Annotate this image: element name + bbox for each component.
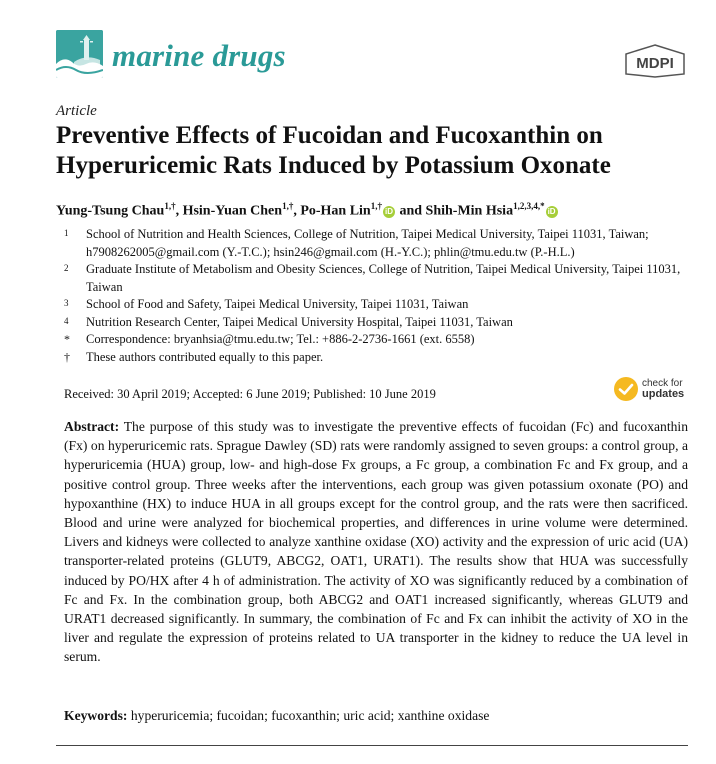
check-for-updates-line1: check for — [642, 378, 683, 389]
orcid-icon[interactable]: iD — [547, 206, 556, 216]
affiliation-item — [64, 226, 684, 261]
author-affiliation-marks: 1,2,3,4,* — [513, 201, 545, 211]
author-separator: and — [395, 203, 426, 219]
affiliation-text: Correspondence: bryanhsia@tmu.edu.tw; Tel.: +886-2-2736-1661 (ext. 6558) — [86, 332, 475, 346]
article-title: Preventive Effects of Fucoidan and Fucoxanthin on Hyperuricemic Rats Induced by Potassium Oxonate — [56, 122, 611, 179]
author-name: Shih-Min Hsia — [425, 203, 514, 219]
affiliation-item — [64, 331, 684, 349]
affiliation-text: Nutrition Research Center, Taipei Medical University Hospital, Taipei 11031, Taiwan — [86, 314, 513, 329]
keywords-text: hyperuricemia; fucoidan; fucoxanthin; uric acid; xanthine oxidase — [130, 708, 490, 723]
mdpi-logo-text: MDPI — [636, 55, 674, 72]
affiliation-item — [64, 314, 684, 332]
affiliation-item — [64, 261, 684, 296]
affiliation-item — [64, 296, 684, 314]
affiliation-text: School of Nutrition and Health Sciences, College of Nutrition, Taipei Medical University, Taipei 11031, Taiwan; h7908262005@gmail.com (Y.-T.C.); hsin246@gmail.com (H.-Y.C.); phlin@tmu.edu.tw (P.-H.L.) — [86, 227, 649, 259]
journal-name: marine drugs — [112, 38, 286, 73]
check-for-updates-line2: updates — [642, 388, 685, 400]
author-name: Yung-Tsung Chau — [56, 203, 165, 219]
affiliation-marker: 3 — [64, 298, 69, 308]
author-name: Po-Han Lin — [300, 203, 371, 219]
affiliation-marker: 2 — [64, 263, 69, 273]
author-name: Hsin-Yuan Chen — [182, 203, 283, 219]
affiliation-text: School of Food and Safety, Taipei Medical University, Taipei 11031, Taiwan — [86, 297, 469, 311]
keywords — [64, 708, 489, 724]
author-affiliation-marks: 1,† — [282, 201, 294, 211]
affiliation-item — [64, 349, 684, 367]
abstract-text: The purpose of this study was to investigate the preventive effects of fucoidan (Fc) and fucoxanthin (Fx) on hyperuricemic rats. Sprague Dawley (SD) rats were randomly assigned to seven groups: a control group, a hyperuricemia (HUA) group, low- and high-dose Fx groups, a Fc group, a combination Fc and Fx group, and a positive control group. Three weeks after the interventions, each group was given potassium oxonate (PO) and hypoxanthine (HX) to induce HUA in all groups except for the control group, and the rats were then sacrificed. Blood and urine were analyzed for biochemical properties, and differences in urine volume were determined. Livers and kidneys were collected to analyze xanthine oxidase (XO) activity and the expression of uric acid (UA) transporter-related proteins (GLUT9, ABCG2, OAT1, URAT1). The results show that HUA was successfully induced by PO/HX after 4 h of administration. The activity of XO was significantly reduced by a combination of Fc and Fx. In the combination group, both ABCG2 and OAT1 increased significantly, whereas GLUT9 and URAT1 decreased significantly. In summary, the combination of Fc and Fx can inhibit the activity of XO in the liver and regulate the expression of proteins related to UA transporter in the kidney to reduce the UA level in serum. — [64, 419, 688, 665]
author-affiliation-marks: 1,† — [370, 201, 382, 211]
check-for-updates-icon — [614, 377, 638, 401]
affiliation-text: These authors contributed equally to this paper. — [86, 349, 324, 364]
affiliation-marker: 4 — [64, 315, 69, 326]
author-list — [56, 201, 559, 220]
journal-logo-icon — [56, 30, 103, 78]
keywords-label: Keywords: — [64, 708, 128, 723]
article-type: Article — [56, 103, 97, 119]
affiliation-marker: 1 — [64, 228, 69, 238]
affiliation-marker: † — [64, 349, 70, 364]
author-separator: , — [175, 203, 183, 219]
abstract-label: Abstract: — [64, 419, 120, 434]
author-separator: , — [293, 203, 301, 219]
affiliations — [64, 226, 684, 366]
publication-dates: Received: 30 April 2019; Accepted: 6 June 2019; Published: 10 June 2019 — [64, 387, 436, 401]
orcid-icon[interactable]: iD — [384, 206, 393, 216]
check-for-updates-badge[interactable] — [614, 376, 690, 404]
affiliation-text: Graduate Institute of Metabolism and Obesity Sciences, College of Nutrition, Taipei Medical University, Taipei 11031, Taiwan — [86, 262, 681, 294]
affiliation-marker: * — [64, 332, 70, 346]
divider-line — [56, 745, 688, 746]
author-affiliation-marks: 1,† — [164, 201, 176, 211]
mdpi-logo — [624, 44, 686, 78]
abstract — [64, 417, 688, 667]
